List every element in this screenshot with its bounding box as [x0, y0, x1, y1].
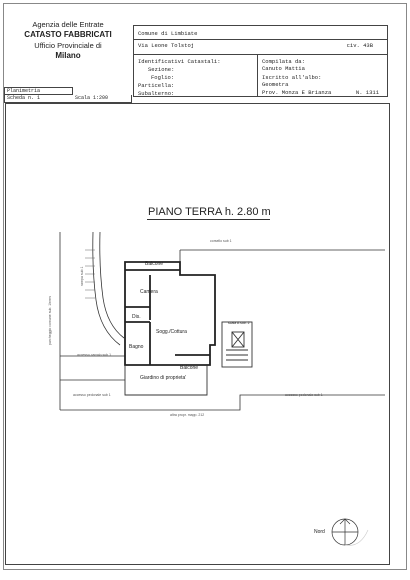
room-balcone-bottom: Balcone: [180, 365, 199, 371]
plan-title: PIANO TERRA h. 2.80 m: [148, 206, 271, 218]
room-camera: Camera: [140, 289, 158, 295]
planimetria-label: Planimetria: [7, 88, 41, 94]
prov-label: Prov. Monza E Brianza: [262, 89, 332, 96]
north-arrow: [332, 519, 358, 545]
driveway-inner: [100, 232, 124, 338]
label-corsello: corsello sub 1: [210, 239, 232, 243]
driveway-curve: [93, 232, 120, 345]
stair-treads: [226, 350, 248, 360]
foglio-label: Foglio:: [151, 74, 175, 81]
label-rampa: rampa sub 1: [80, 266, 84, 286]
scala-label: Scala 1:200: [75, 95, 109, 101]
iscritto-value: Geometra: [262, 81, 289, 88]
ufficio-city: Milano: [55, 51, 81, 60]
room-bagno: Bagno: [129, 344, 144, 350]
ufficio-label: Ufficio Provinciale di: [34, 41, 102, 50]
sezione-label: Sezione:: [148, 66, 175, 73]
subalterno-label: Subalterno:: [138, 90, 175, 97]
compilata-name: Canuto Mattia: [262, 65, 305, 72]
ident-label: Identificativi Catastali:: [138, 58, 221, 65]
civ-text: civ. 43B: [346, 42, 373, 49]
label-altra-propr: altra propr. mapp. 212: [170, 413, 205, 417]
label-accesso-pedonale-left: accesso pedonale sub 1: [73, 393, 111, 397]
address-text: Via Leone Tolstoj: [138, 42, 195, 49]
prov-number: N. 1311: [355, 89, 379, 96]
boundary-bottom: [60, 395, 385, 410]
label-accesso-carraio: accesso carraio sub 1: [77, 353, 112, 357]
rampa-hatch: [85, 250, 95, 298]
room-cottura: Sogg./Cottura: [156, 329, 187, 335]
catasto-title: CATASTO FABBRICATI: [24, 30, 112, 39]
room-balcone-top: Balcone: [145, 261, 164, 267]
label-parcheggio: parcheggio comune sub. 1hrms: [48, 295, 52, 345]
compilata-label: Compilata da:: [262, 58, 305, 65]
label-accesso-pedonale-right: accesso pedonale sub 1: [285, 393, 323, 397]
iscritto-label: Iscritto all'albo:: [262, 74, 322, 81]
north-label: Nord: [314, 529, 325, 535]
agency-name: Agenzia delle Entrate: [32, 20, 104, 29]
stair-cross: [232, 332, 244, 347]
room-dis: Dis.: [132, 314, 141, 320]
scheda-label: Scheda n. 1: [7, 95, 41, 101]
comune-text: Comune di Limbiate: [138, 30, 198, 37]
room-scala: scala A sub. 2: [228, 321, 250, 325]
room-giardino: Giardino di proprieta': [140, 375, 187, 381]
particella-label: Particella:: [138, 82, 175, 89]
